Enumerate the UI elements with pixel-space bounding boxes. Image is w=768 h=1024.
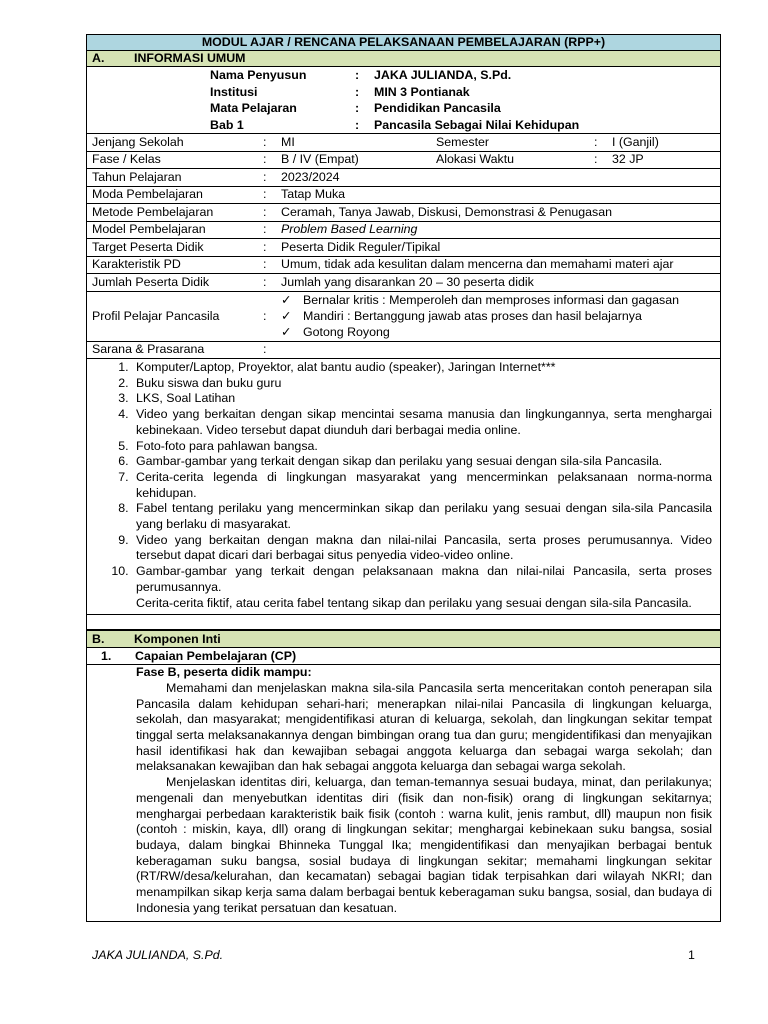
list-item: 4. Video yang berkaitan dengan sikap mencintai sesama manusia dan lingkungannya, serta menghargai kebinekaan. Video tersebut dapat diunduh dari berbagai media online.	[132, 407, 712, 438]
header-row: Institusi : MIN 3 Pontianak	[210, 84, 470, 99]
section-a-code: A.	[92, 51, 105, 65]
check-icon: ✓	[281, 292, 292, 307]
info-row-jenjang: Jenjang Sekolah : MI Semester : I (Ganjil)	[86, 134, 721, 152]
info-row-metode: Metode Pembelajaran : Ceramah, Tanya Jawab, Diskusi, Demonstrasi & Penugasan	[86, 204, 721, 222]
header-info-block	[86, 67, 721, 134]
list-item: 8. Fabel tentang perilaku yang mencerminkan sikap dan perilaku yang sesuai dengan sila-sila Pancasila yang berlaku di masyarakat.	[132, 501, 712, 532]
list-item: 10. Gambar-gambar yang terkait dengan pelaksanaan makna dan nilai-nilai Pancasila, serta proses perumusannya.	[132, 564, 712, 595]
info-row-moda: Moda Pembelajaran : Tatap Muka	[86, 187, 721, 205]
profil-item: ✓ Mandiri : Bertanggung jawab atas proses dan hasil belajarnya	[281, 308, 642, 323]
list-item: 3. LKS, Soal Latihan	[132, 391, 712, 407]
info-row-target: Target Peserta Didik : Peserta Didik Reguler/Tipikal	[86, 239, 721, 257]
list-item: 9. Video yang berkaitan dengan makna dan nilai-nilai Pancasila, serta proses perumusannya. Video tersebut dapat dicari dari berbagai situs penyedia video-video online.	[132, 533, 712, 564]
section-a-label: INFORMASI UMUM	[134, 51, 246, 65]
spacer-row	[86, 615, 721, 630]
header-value: MIN 3 Pontianak	[374, 84, 470, 99]
check-icon: ✓	[281, 308, 292, 323]
profil-pelajar-row: Profil Pelajar Pancasila : ✓ Bernalar kritis : Memperoleh dan memproses informasi dan gagasan ✓ Mandiri : Bertanggung jawab atas proses dan hasil belajarnya ✓ Gotong Royong	[86, 292, 721, 342]
header-key: Bab 1	[210, 117, 244, 132]
footer-page-number: 1	[688, 948, 695, 962]
profil-item: ✓ Bernalar kritis : Memperoleh dan memproses informasi dan gagasan	[281, 292, 680, 307]
list-item: 7. Cerita-cerita legenda di lingkungan masyarakat yang mencerminkan pelaksanaan norma-norma kehidupan.	[132, 470, 712, 501]
document-title: MODUL AJAR / RENCANA PELAKSANAAN PEMBELAJARAN (RPP+)	[86, 34, 721, 51]
info-row-karakteristik: Karakteristik PD : Umum, tidak ada kesulitan dalam mencerna dan memahami materi ajar	[86, 257, 721, 275]
section-a-header	[86, 51, 721, 67]
section-b-code: B.	[92, 632, 105, 647]
header-value: JAKA JULIANDA, S.Pd.	[374, 68, 512, 83]
sarana-list	[87, 359, 720, 600]
footer-author: JAKA JULIANDA, S.Pd.	[92, 948, 224, 962]
section-b-header	[86, 630, 721, 648]
header-row: Mata Pelajaran : Pendidikan Pancasila	[210, 101, 501, 116]
info-row-fase: Fase / Kelas : B / IV (Empat) Alokasi Waktu : 32 JP	[86, 152, 721, 170]
profil-item: ✓ Gotong Royong	[281, 324, 390, 339]
document-page	[86, 34, 721, 922]
list-item: 5. Foto-foto para pahlawan bangsa.	[132, 439, 712, 455]
list-item: 1. Komputer/Laptop, Proyektor, alat bantu audio (speaker), Jaringan Internet***	[132, 360, 712, 376]
list-item: 2. Buku siswa dan buku guru	[132, 376, 712, 392]
header-row: Bab 1 : Pancasila Sebagai Nilai Kehidupan	[210, 117, 580, 132]
header-value: Pancasila Sebagai Nilai Kehidupan	[374, 117, 580, 132]
info-row-model: Model Pembelajaran : Problem Based Learning	[86, 222, 721, 240]
list-item: 6. Gambar-gambar yang terkait dengan sikap dan perilaku yang sesuai dengan sila-sila Pancasila.	[132, 454, 712, 470]
sarana-row: Sarana & Prasarana :	[86, 342, 721, 360]
header-row: Nama Penyusun : JAKA JULIANDA, S.Pd.	[210, 68, 512, 83]
sarana-after-text: Cerita-cerita fiktif, atau cerita fabel tentang sikap dan perilaku yang sesuai dengan sila-sila Pancasila.	[136, 595, 692, 610]
header-key: Nama Penyusun	[210, 68, 307, 83]
info-row-jumlah: Jumlah Peserta Didik : Jumlah yang disarankan 20 – 30 peserta didik	[86, 274, 721, 292]
cp-paragraph: Memahami dan menjelaskan makna sila-sila Pancasila serta menceritakan contoh penerapan sila Pancasila dalam kehidupan sehari-hari; menerapkan nilai-nilai Pancasila di lingkungan keluarga, sekolah, dan masyarakat; mengidentifikasi aturan di keluarga, sekolah, dan lingkungan sekitar tempat tinggal serta melaksanakannya dengan bimbingan orang tua dan guru; mengidentifikasi dan menyajikan hasil identifikasi hak dan kewajiban sebagai anggota keluarga dan sebagai warga sekolah; dan melaksanakan kewajiban dan hak sebagai anggota keluarga dan sebagai warga sekolah.	[136, 680, 712, 774]
sarana-list-box	[86, 359, 721, 615]
cp-paragraph: Menjelaskan identitas diri, keluarga, dan teman-temannya sesuai budaya, minat, dan perilakunya; mengenali dan menyebutkan identitas diri (fisik dan non-fisik) orang di lingkungan sekitarnya; menghargai perbedaan karakteristik baik fisik (contoh : warna kulit, jenis rambut, dll) maupun non fisik (contoh : miskin, kaya, dll) orang di lingkungan sekitar; menghargai kebinekaan suku bangsa, sosial budaya, dalam bingkai Bhinneka Tunggal Ika; mengidentifikasi dan menyajikan berbagai bentuk keberagaman suku bangsa, sosial budaya di lingkungan sekitar; memahami lingkungan sekitar (RT/RW/desa/kelurahan, dan kecamatan) sebagai bagian tidak terpisahkan dari wilayah NKRI; dan menampilkan sikap kerja sama dalam berbagai bentuk keberagaman suku bangsa, sosial, dan budaya di Indonesia yang terikat persatuan dan kesatuan.	[136, 775, 712, 915]
header-key: Mata Pelajaran	[210, 101, 297, 116]
cp-fase-heading: Fase B, peserta didik mampu:	[136, 665, 312, 680]
section-b-label: Komponen Inti	[134, 632, 221, 647]
cp-body	[86, 665, 721, 921]
info-row-tahun: Tahun Pelajaran : 2023/2024	[86, 169, 721, 187]
cp-title: Capaian Pembelajaran (CP)	[135, 648, 297, 663]
cp-header-row	[86, 648, 721, 665]
header-key: Institusi	[210, 84, 258, 99]
cp-number: 1.	[101, 648, 112, 663]
check-icon: ✓	[281, 324, 292, 339]
header-value: Pendidikan Pancasila	[374, 101, 501, 116]
